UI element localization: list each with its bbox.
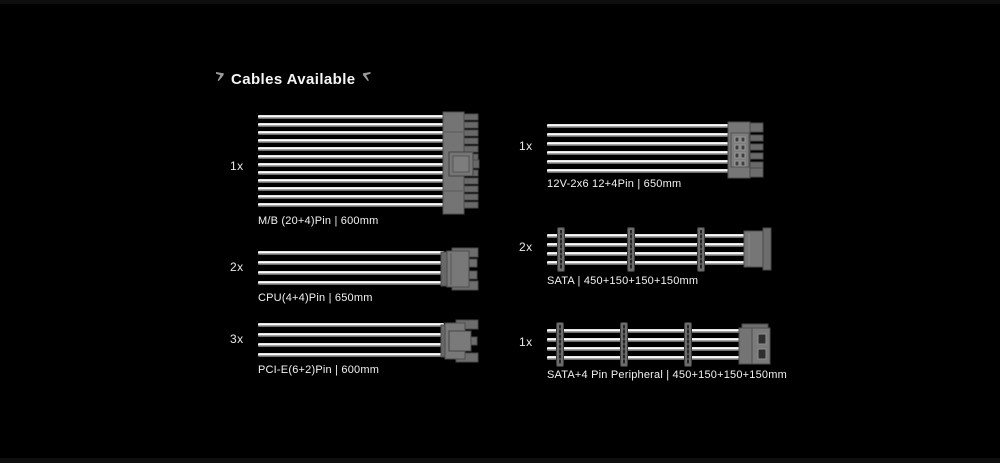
wire [258, 271, 444, 275]
wire [547, 338, 743, 342]
wire [547, 133, 731, 137]
wire [547, 151, 731, 155]
cable-quantity: 1x [230, 159, 244, 173]
cable-wires [258, 251, 444, 291]
corner-tick-right-icon [363, 72, 371, 81]
wire [547, 160, 731, 164]
bottom-edge-band [0, 458, 1000, 463]
cable-wires [547, 124, 731, 174]
section-header [216, 70, 371, 90]
wire [258, 261, 444, 265]
cable-wires [547, 234, 747, 266]
cable-wires [258, 115, 448, 211]
wire [547, 252, 747, 256]
wire [258, 333, 444, 337]
cable-wires [258, 323, 444, 363]
wire [258, 131, 448, 135]
cable-label: SATA+4 Pin Peripheral | 450+150+150+150mm [547, 369, 787, 381]
wire [258, 203, 448, 207]
sata-inline-connector-icon [627, 227, 635, 272]
cable-label: CPU(4+4)Pin | 650mm [258, 292, 373, 304]
wire [258, 179, 448, 183]
wire [547, 234, 747, 238]
wire [547, 356, 743, 360]
cable-label: 12V-2x6 12+4Pin | 650mm [547, 178, 682, 190]
wire [547, 243, 747, 247]
wire [258, 187, 448, 191]
wire [258, 343, 444, 347]
wire [547, 142, 731, 146]
top-edge-band [0, 0, 1000, 4]
cable-label: M/B (20+4)Pin | 600mm [258, 215, 379, 227]
sata-inline-connector-icon [557, 227, 565, 272]
cable-row-sata-peripheral [519, 320, 787, 388]
cable-row-pcie [230, 319, 482, 381]
24pin-atx-connector-icon [442, 111, 480, 215]
wire [258, 115, 448, 119]
cable-row-12v-2x6 [519, 120, 767, 198]
wire [547, 347, 743, 351]
cable-quantity: 2x [519, 240, 533, 254]
pcie-6plus2-connector-icon [440, 319, 480, 363]
wire [547, 261, 747, 265]
wire [258, 281, 444, 285]
wire [258, 123, 448, 127]
cable-label: SATA | 450+150+150+150mm [547, 275, 699, 287]
4pin-peripheral-connector-icon [738, 323, 772, 367]
cable-row-sata [519, 225, 775, 293]
cable-quantity: 2x [230, 260, 244, 274]
wire [547, 169, 731, 173]
wire [258, 353, 444, 357]
page-title: Cables Available [231, 71, 356, 88]
sata-connector-icon [743, 227, 773, 271]
sata-inline-connector-icon [620, 322, 628, 367]
sata-inline-connector-icon [684, 322, 692, 367]
wire [547, 124, 731, 128]
wire [258, 323, 444, 327]
wire [258, 251, 444, 255]
sata-inline-connector-icon [556, 322, 564, 367]
cable-row-motherboard [230, 111, 482, 237]
12v-2x6-connector-icon [727, 121, 765, 179]
corner-tick-left-icon [216, 72, 224, 81]
cpu-4plus4-connector-icon [440, 247, 480, 291]
cable-quantity: 1x [519, 139, 533, 153]
cable-row-cpu [230, 247, 482, 309]
cable-quantity: 1x [519, 335, 533, 349]
sata-inline-connector-icon [697, 227, 705, 272]
cable-label: PCI-E(6+2)Pin | 600mm [258, 364, 380, 376]
wire [258, 147, 448, 151]
cable-wires [547, 329, 743, 361]
wire [258, 155, 448, 159]
wire [258, 171, 448, 175]
wire [258, 195, 448, 199]
cable-quantity: 3x [230, 332, 244, 346]
wire [258, 163, 448, 167]
wire [258, 139, 448, 143]
wire [547, 329, 743, 333]
